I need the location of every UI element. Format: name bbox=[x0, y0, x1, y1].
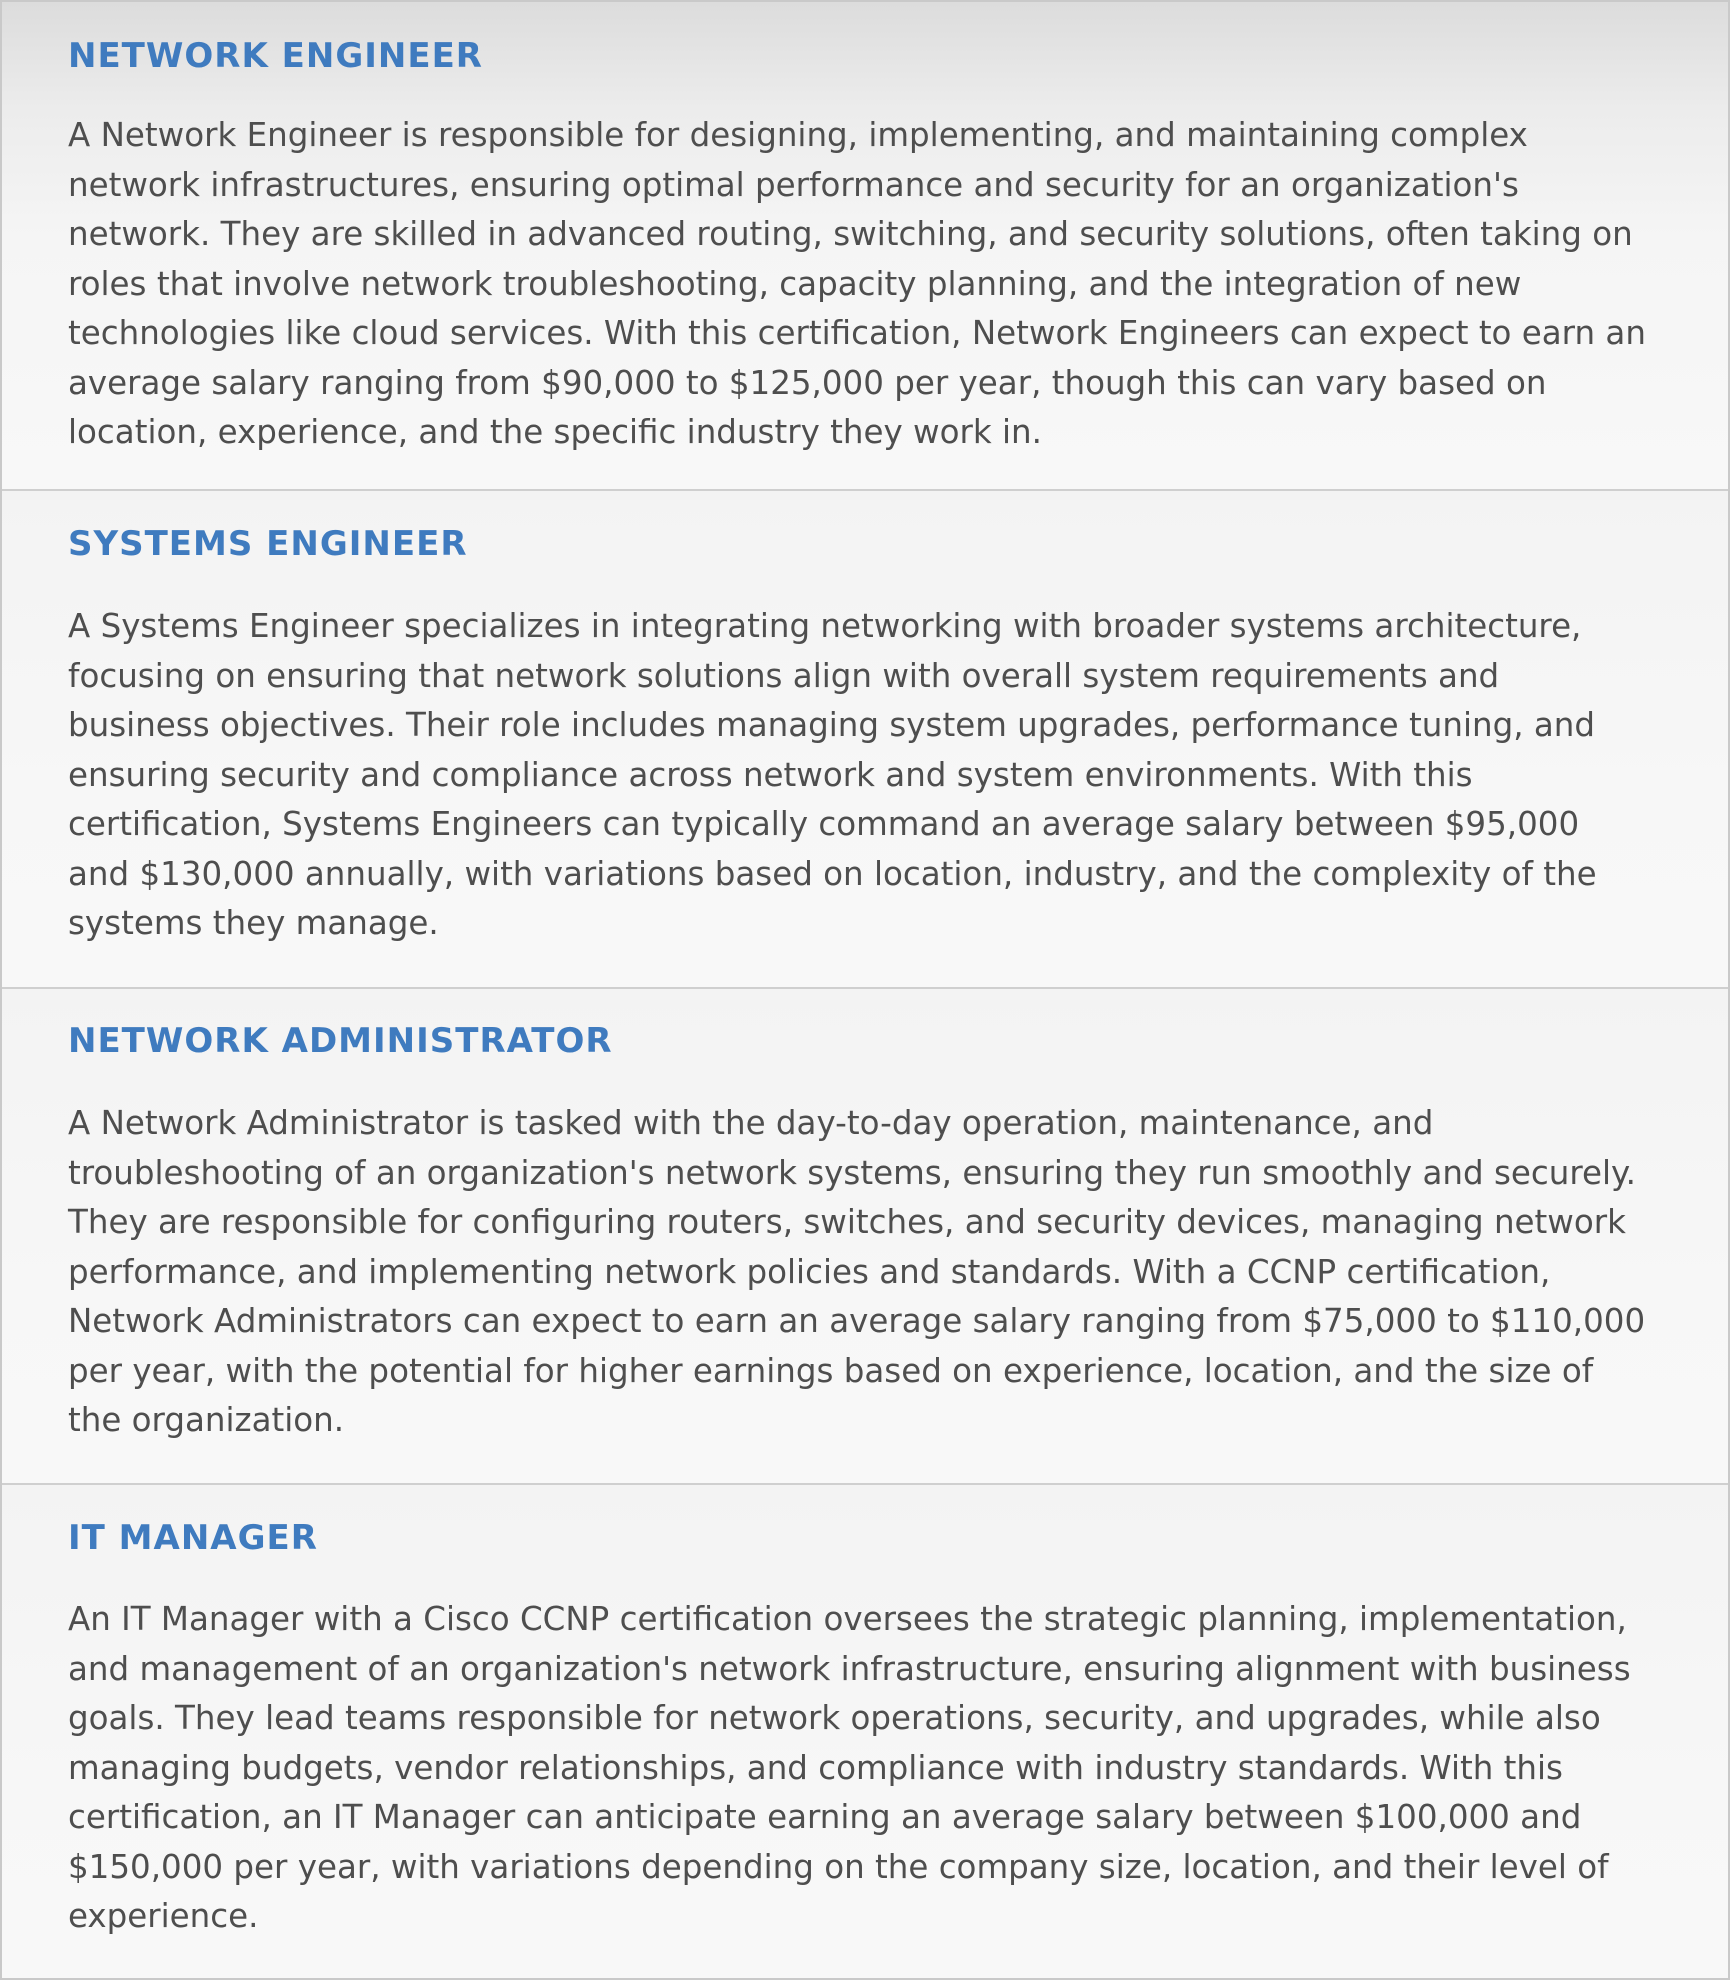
section-it-manager bbox=[2, 1485, 1728, 1978]
section-body: A Network Administrator is tasked with the day-to-day operation, maintenance, and troubleshooting of an organization's network systems, ensuring they run smoothly and securely. They are responsible for configuring routers, switches, and security devices, managing network performance, and implementing network policies and standards. With a CCNP certification, Network Administrators can expect to earn an average salary ranging from $75,000 to $110,000 per year, with the potential for higher earnings based on experience, location, and the size of the organization. bbox=[68, 1104, 1646, 1439]
section-systems-engineer bbox=[2, 491, 1728, 989]
section-body: A Systems Engineer specializes in integrating networking with broader systems architecture, focusing on ensuring that network solutions align with overall system requirements and business objectives. Their role includes managing system upgrades, performance tuning, and ensuring security and compliance across network and system environments. With this certification, Systems Engineers can typically command an average salary between $95,000 and $130,000 annually, with variations based on location, industry, and the complexity of the systems they manage. bbox=[68, 607, 1597, 942]
section-body: A Network Engineer is responsible for designing, implementing, and maintaining complex network infrastructures, ensuring optimal performance and security for an organization's network. They are skilled in advanced routing, switching, and security solutions, often taking on roles that involve network troubleshooting, capacity planning, and the integration of new technologies like cloud services. With this certification, Network Engineers can expect to earn an average salary ranging from $90,000 to $125,000 per year, though this can vary based on location, experience, and the specific industry they work in. bbox=[68, 116, 1646, 451]
section-title: NETWORK ENGINEER bbox=[68, 36, 483, 76]
section-network-administrator bbox=[2, 989, 1728, 1485]
section-body: An IT Manager with a Cisco CCNP certification oversees the strategic planning, implementation, and management of an organization's network infrastructure, ensuring alignment with business goals. They lead teams responsible for network operations, security, and upgrades, while also managing budgets, vendor relationships, and compliance with industry standards. With this certification, an IT Manager can anticipate earning an average salary between $100,000 and $150,000 per year, with variations depending on the company size, location, and their level of experience. bbox=[68, 1600, 1631, 1935]
section-title: IT MANAGER bbox=[68, 1518, 318, 1558]
section-title: SYSTEMS ENGINEER bbox=[68, 524, 468, 564]
section-network-engineer bbox=[2, 2, 1728, 491]
section-title: NETWORK ADMINISTRATOR bbox=[68, 1021, 613, 1061]
